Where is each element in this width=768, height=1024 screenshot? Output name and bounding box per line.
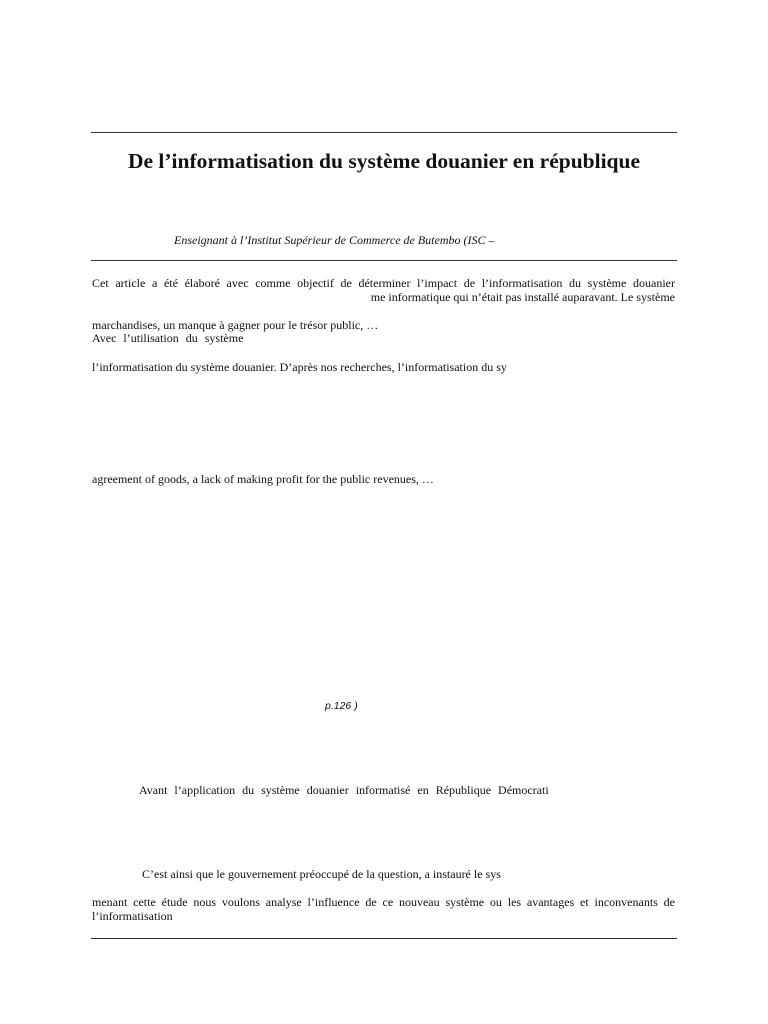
header-rule <box>91 260 677 261</box>
body-paragraph-3-line-2: l’informatisation <box>92 909 173 923</box>
body-paragraph-1: Avant l’application du système douanier informatisé en République Démocrati <box>139 783 549 797</box>
abstract-fr-line-4: Avec l’utilisation du système <box>92 331 244 345</box>
body-paragraph-2: C’est ainsi que le gouvernement préoccupé de la question, a instauré le sys <box>142 867 501 881</box>
bottom-rule <box>91 938 677 939</box>
abstract-fr-line-2: me informatique qui n’était pas installé auparavant. Le système <box>370 290 675 304</box>
top-rule <box>91 132 677 133</box>
body-paragraph-3-line-1: menant cette étude nous voulons analyse l’influence de ce nouveau système ou les avantages et inconvenants de <box>92 895 675 909</box>
abstract-fr-line-5: l’informatisation du système douanier. D’après nos recherches, l’informatisation du sy <box>92 360 507 374</box>
abstract-en-line-1: agreement of goods, a lack of making profit for the public revenues, … <box>92 472 434 486</box>
abstract-fr-line-3: marchandises, un manque à gagner pour le trésor public, … <box>92 318 379 332</box>
abstract-fr-line-1: Cet article a été élaboré avec comme objectif de déterminer l’impact de l’informatisation du système douanier <box>92 276 675 290</box>
author-affiliation: Enseignant à l’Institut Supérieur de Commerce de Butembo (ISC – <box>174 233 495 247</box>
document-title: De l’informatisation du système douanier en république <box>127 149 641 173</box>
page-reference: p.126 ) <box>325 700 358 712</box>
